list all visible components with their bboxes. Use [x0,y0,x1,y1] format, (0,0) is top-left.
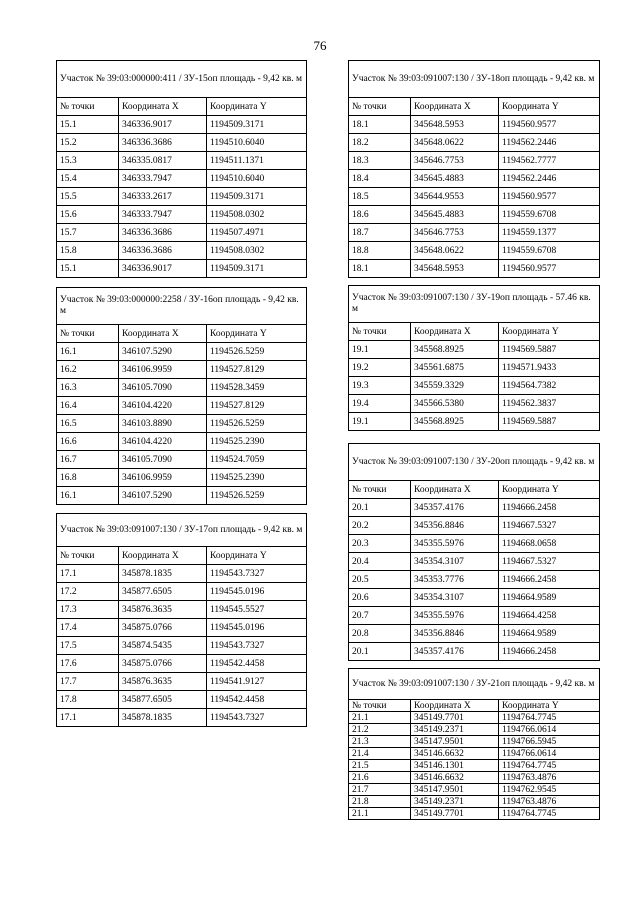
table-header-row [57,98,307,116]
table-header-row [349,98,600,116]
point-cell: 19.4 [349,395,411,413]
y-cell: 1194511.1371 [207,152,307,170]
table-row [349,517,600,535]
y-cell: 1194764.7745 [499,760,600,772]
table-row [57,601,307,619]
y-cell: 1194545.5527 [207,601,307,619]
table-row [57,565,307,583]
coordinates-table [56,60,307,278]
x-cell: 345149.2371 [411,796,499,808]
y-cell: 1194524.7059 [207,451,307,469]
x-cell: 346333.2617 [119,188,207,206]
x-cell: 346336.9017 [119,116,207,134]
point-cell: 15.5 [57,188,119,206]
point-cell: 17.4 [57,619,119,637]
y-cell: 1194559.1377 [499,224,600,242]
x-cell: 345568.8925 [411,341,499,359]
point-cell: 17.8 [57,691,119,709]
x-cell: 346106.9959 [119,469,207,487]
table-row [349,748,600,760]
y-cell: 1194543.7327 [207,565,307,583]
coordinates-table-block [348,668,600,820]
table-title: Участок № 39:03:000000:2258 / ЗУ-16оп площадь - 9,42 кв. м [57,288,307,325]
table-header-row [57,325,307,343]
x-cell: 345876.3635 [119,673,207,691]
x-cell: 345876.3635 [119,601,207,619]
column-header-point: № точки [57,98,119,116]
x-cell: 345357.4176 [411,499,499,517]
point-cell: 17.1 [57,709,119,727]
table-title: Участок № 39:03:091007:130 / ЗУ-19оп площадь - 57.46 кв. м [349,286,600,323]
y-cell: 1194666.2458 [499,643,600,661]
table-row [349,589,600,607]
table-row [57,116,307,134]
coordinates-table [56,513,307,727]
column-header-x: Координата X [411,98,499,116]
column-header-y: Координата Y [499,98,600,116]
coordinates-table-block [56,513,307,727]
y-cell: 1194526.5259 [207,415,307,433]
column-header-point: № точки [349,700,411,712]
point-cell: 21.2 [349,724,411,736]
point-cell: 20.1 [349,499,411,517]
table-row [57,469,307,487]
x-cell: 345355.5976 [411,535,499,553]
y-cell: 1194762.9545 [499,784,600,796]
y-cell: 1194528.3459 [207,379,307,397]
point-cell: 16.5 [57,415,119,433]
table-row [349,712,600,724]
y-cell: 1194763.4876 [499,796,600,808]
table-row [349,341,600,359]
table-row [349,625,600,643]
x-cell: 345355.5976 [411,607,499,625]
x-cell: 345646.7753 [411,152,499,170]
table-title: Участок № 39:03:091007:130 / ЗУ-20оп площадь - 9,42 кв. м [349,444,600,481]
column-header-y: Координата Y [499,323,600,341]
point-cell: 19.3 [349,377,411,395]
x-cell: 345147.9501 [411,784,499,796]
column-header-x: Координата X [411,323,499,341]
table-row [57,673,307,691]
table-row [57,451,307,469]
x-cell: 346103.8890 [119,415,207,433]
table-row [349,152,600,170]
x-cell: 345566.5380 [411,395,499,413]
point-cell: 16.2 [57,361,119,379]
x-cell: 345568.8925 [411,413,499,431]
table-row [57,188,307,206]
y-cell: 1194509.3171 [207,188,307,206]
column-header-y: Координата Y [207,325,307,343]
table-header-row [57,547,307,565]
point-cell: 21.3 [349,736,411,748]
x-cell: 346107.5290 [119,487,207,505]
point-cell: 21.1 [349,808,411,820]
y-cell: 1194542.4458 [207,691,307,709]
y-cell: 1194541.9127 [207,673,307,691]
table-title: Участок № 39:03:091007:130 / ЗУ-21оп площадь - 9,42 кв. м [349,669,600,700]
point-cell: 20.8 [349,625,411,643]
table-row [57,134,307,152]
y-cell: 1194525.2390 [207,433,307,451]
point-cell: 17.3 [57,601,119,619]
x-cell: 345353.7776 [411,571,499,589]
y-cell: 1194764.7745 [499,808,600,820]
point-cell: 19.1 [349,341,411,359]
point-cell: 21.4 [349,748,411,760]
x-cell: 345147.9501 [411,736,499,748]
table-header-row [349,323,600,341]
y-cell: 1194562.7777 [499,152,600,170]
point-cell: 19.2 [349,359,411,377]
y-cell: 1194569.5887 [499,413,600,431]
x-cell: 345644.9553 [411,188,499,206]
point-cell: 18.6 [349,206,411,224]
table-title: Участок № 39:03:091007:130 / ЗУ-17оп площадь - 9,42 кв. м [57,514,307,547]
y-cell: 1194508.0302 [207,242,307,260]
table-row [349,170,600,188]
column-header-y: Координата Y [207,98,307,116]
point-cell: 20.7 [349,607,411,625]
point-cell: 20.4 [349,553,411,571]
point-cell: 21.5 [349,760,411,772]
table-row [349,116,600,134]
table-row [349,808,600,820]
point-cell: 16.3 [57,379,119,397]
x-cell: 346333.7947 [119,206,207,224]
y-cell: 1194560.9577 [499,116,600,134]
point-cell: 21.1 [349,712,411,724]
point-cell: 15.8 [57,242,119,260]
point-cell: 16.1 [57,343,119,361]
x-cell: 346107.5290 [119,343,207,361]
table-row [349,413,600,431]
y-cell: 1194562.3837 [499,395,600,413]
y-cell: 1194545.0196 [207,619,307,637]
x-cell: 345357.4176 [411,643,499,661]
point-cell: 18.1 [349,116,411,134]
x-cell: 345559.3329 [411,377,499,395]
x-cell: 345146.1301 [411,760,499,772]
x-cell: 346105.7090 [119,379,207,397]
y-cell: 1194667.5327 [499,553,600,571]
point-cell: 16.8 [57,469,119,487]
column-header-point: № точки [349,98,411,116]
x-cell: 345356.8846 [411,517,499,535]
point-cell: 17.6 [57,655,119,673]
table-row [57,379,307,397]
x-cell: 346105.7090 [119,451,207,469]
table-row [349,134,600,152]
y-cell: 1194668.0658 [499,535,600,553]
y-cell: 1194527.8129 [207,361,307,379]
table-row [349,760,600,772]
table-row [349,796,600,808]
column-header-x: Координата X [411,481,499,499]
point-cell: 21.7 [349,784,411,796]
y-cell: 1194509.3171 [207,116,307,134]
table-row [349,224,600,242]
table-row [57,152,307,170]
y-cell: 1194527.8129 [207,397,307,415]
y-cell: 1194510.6040 [207,170,307,188]
x-cell: 345878.1835 [119,709,207,727]
y-cell: 1194526.5259 [207,343,307,361]
x-cell: 346333.7947 [119,170,207,188]
y-cell: 1194766.0614 [499,724,600,736]
table-row [349,736,600,748]
table-row [349,359,600,377]
point-cell: 18.7 [349,224,411,242]
x-cell: 345149.7701 [411,712,499,724]
y-cell: 1194509.3171 [207,260,307,278]
x-cell: 345561.6875 [411,359,499,377]
x-cell: 345646.7753 [411,224,499,242]
y-cell: 1194763.4876 [499,772,600,784]
point-cell: 18.2 [349,134,411,152]
table-row [57,260,307,278]
point-cell: 19.1 [349,413,411,431]
table-row [57,343,307,361]
point-cell: 18.1 [349,260,411,278]
point-cell: 20.3 [349,535,411,553]
point-cell: 20.6 [349,589,411,607]
table-row [349,242,600,260]
x-cell: 345877.6505 [119,583,207,601]
x-cell: 345645.4883 [411,170,499,188]
point-cell: 20.2 [349,517,411,535]
column-header-x: Координата X [411,700,499,712]
point-cell: 21.8 [349,796,411,808]
table-row [349,535,600,553]
x-cell: 345648.0622 [411,242,499,260]
column-header-point: № точки [349,481,411,499]
table-row [57,206,307,224]
table-row [349,724,600,736]
y-cell: 1194508.0302 [207,206,307,224]
coordinates-table [348,285,600,431]
y-cell: 1194543.7327 [207,709,307,727]
y-cell: 1194560.9577 [499,188,600,206]
table-row [57,242,307,260]
y-cell: 1194766.0614 [499,748,600,760]
point-cell: 15.4 [57,170,119,188]
table-row [349,206,600,224]
x-cell: 345149.2371 [411,724,499,736]
point-cell: 15.3 [57,152,119,170]
y-cell: 1194564.7382 [499,377,600,395]
table-header-row [349,700,600,712]
page-number: 76 [313,38,327,53]
table-row [349,188,600,206]
x-cell: 345648.0622 [411,134,499,152]
y-cell: 1194766.5945 [499,736,600,748]
table-row [349,571,600,589]
x-cell: 346336.3686 [119,242,207,260]
y-cell: 1194559.6708 [499,242,600,260]
y-cell: 1194507.4971 [207,224,307,242]
table-title: Участок № 39:03:091007:130 / ЗУ-18оп площадь - 9,42 кв. м [349,61,600,98]
point-cell: 16.1 [57,487,119,505]
column-header-y: Координата Y [207,547,307,565]
y-cell: 1194666.2458 [499,571,600,589]
x-cell: 345875.0766 [119,655,207,673]
x-cell: 346104.4220 [119,433,207,451]
coordinates-table-block [348,443,600,661]
table-row [57,619,307,637]
y-cell: 1194664.9589 [499,625,600,643]
x-cell: 346335.0817 [119,152,207,170]
table-row [349,395,600,413]
point-cell: 15.2 [57,134,119,152]
x-cell: 345648.5953 [411,260,499,278]
y-cell: 1194764.7745 [499,712,600,724]
x-cell: 345874.5435 [119,637,207,655]
point-cell: 20.1 [349,643,411,661]
y-cell: 1194571.9433 [499,359,600,377]
x-cell: 345354.3107 [411,589,499,607]
y-cell: 1194560.9577 [499,260,600,278]
y-cell: 1194525.2390 [207,469,307,487]
x-cell: 345149.7701 [411,808,499,820]
point-cell: 21.6 [349,772,411,784]
point-cell: 16.4 [57,397,119,415]
x-cell: 345648.5953 [411,116,499,134]
table-row [57,487,307,505]
x-cell: 345146.6632 [411,748,499,760]
table-row [349,499,600,517]
column-header-y: Координата Y [499,700,600,712]
table-row [57,415,307,433]
table-row [57,361,307,379]
table-row [57,583,307,601]
table-row [349,607,600,625]
table-row [349,260,600,278]
coordinates-table [348,668,600,820]
coordinates-table [348,60,600,278]
x-cell: 346106.9959 [119,361,207,379]
point-cell: 15.6 [57,206,119,224]
table-header-row [349,481,600,499]
table-row [349,643,600,661]
y-cell: 1194569.5887 [499,341,600,359]
table-row [57,709,307,727]
x-cell: 345356.8846 [411,625,499,643]
column-header-point: № точки [57,547,119,565]
x-cell: 345354.3107 [411,553,499,571]
y-cell: 1194526.5259 [207,487,307,505]
point-cell: 15.1 [57,116,119,134]
y-cell: 1194667.5327 [499,517,600,535]
point-cell: 16.7 [57,451,119,469]
y-cell: 1194559.6708 [499,206,600,224]
column-header-x: Координата X [119,98,207,116]
y-cell: 1194543.7327 [207,637,307,655]
y-cell: 1194510.6040 [207,134,307,152]
point-cell: 17.1 [57,565,119,583]
point-cell: 15.7 [57,224,119,242]
table-row [57,397,307,415]
table-row [57,170,307,188]
y-cell: 1194664.9589 [499,589,600,607]
table-row [349,553,600,571]
point-cell: 18.8 [349,242,411,260]
table-row [349,784,600,796]
table-row [57,655,307,673]
coordinates-table-block [348,285,600,431]
coordinates-table [348,443,600,661]
point-cell: 17.5 [57,637,119,655]
point-cell: 15.1 [57,260,119,278]
x-cell: 345645.4883 [411,206,499,224]
y-cell: 1194666.2458 [499,499,600,517]
coordinates-table [56,287,307,505]
table-row [57,691,307,709]
y-cell: 1194542.4458 [207,655,307,673]
column-header-x: Координата X [119,547,207,565]
x-cell: 346336.3686 [119,224,207,242]
point-cell: 16.6 [57,433,119,451]
y-cell: 1194545.0196 [207,583,307,601]
x-cell: 345877.6505 [119,691,207,709]
table-title: Участок № 39:03:000000:411 / ЗУ-15оп площадь - 9,42 кв. м [57,61,307,98]
column-header-point: № точки [57,325,119,343]
column-header-point: № точки [349,323,411,341]
x-cell: 345878.1835 [119,565,207,583]
x-cell: 346336.3686 [119,134,207,152]
y-cell: 1194664.4258 [499,607,600,625]
table-row [57,224,307,242]
x-cell: 346336.9017 [119,260,207,278]
table-row [57,433,307,451]
x-cell: 345875.0766 [119,619,207,637]
coordinates-table-block [348,60,600,278]
x-cell: 346104.4220 [119,397,207,415]
point-cell: 18.4 [349,170,411,188]
x-cell: 345146.6632 [411,772,499,784]
point-cell: 18.3 [349,152,411,170]
column-header-x: Координата X [119,325,207,343]
table-row [349,377,600,395]
column-header-y: Координата Y [499,481,600,499]
table-row [349,772,600,784]
point-cell: 20.5 [349,571,411,589]
point-cell: 18.5 [349,188,411,206]
table-row [57,637,307,655]
point-cell: 17.2 [57,583,119,601]
coordinates-table-block [56,287,307,505]
point-cell: 17.7 [57,673,119,691]
y-cell: 1194562.2446 [499,170,600,188]
coordinates-table-block [56,60,307,278]
y-cell: 1194562.2446 [499,134,600,152]
